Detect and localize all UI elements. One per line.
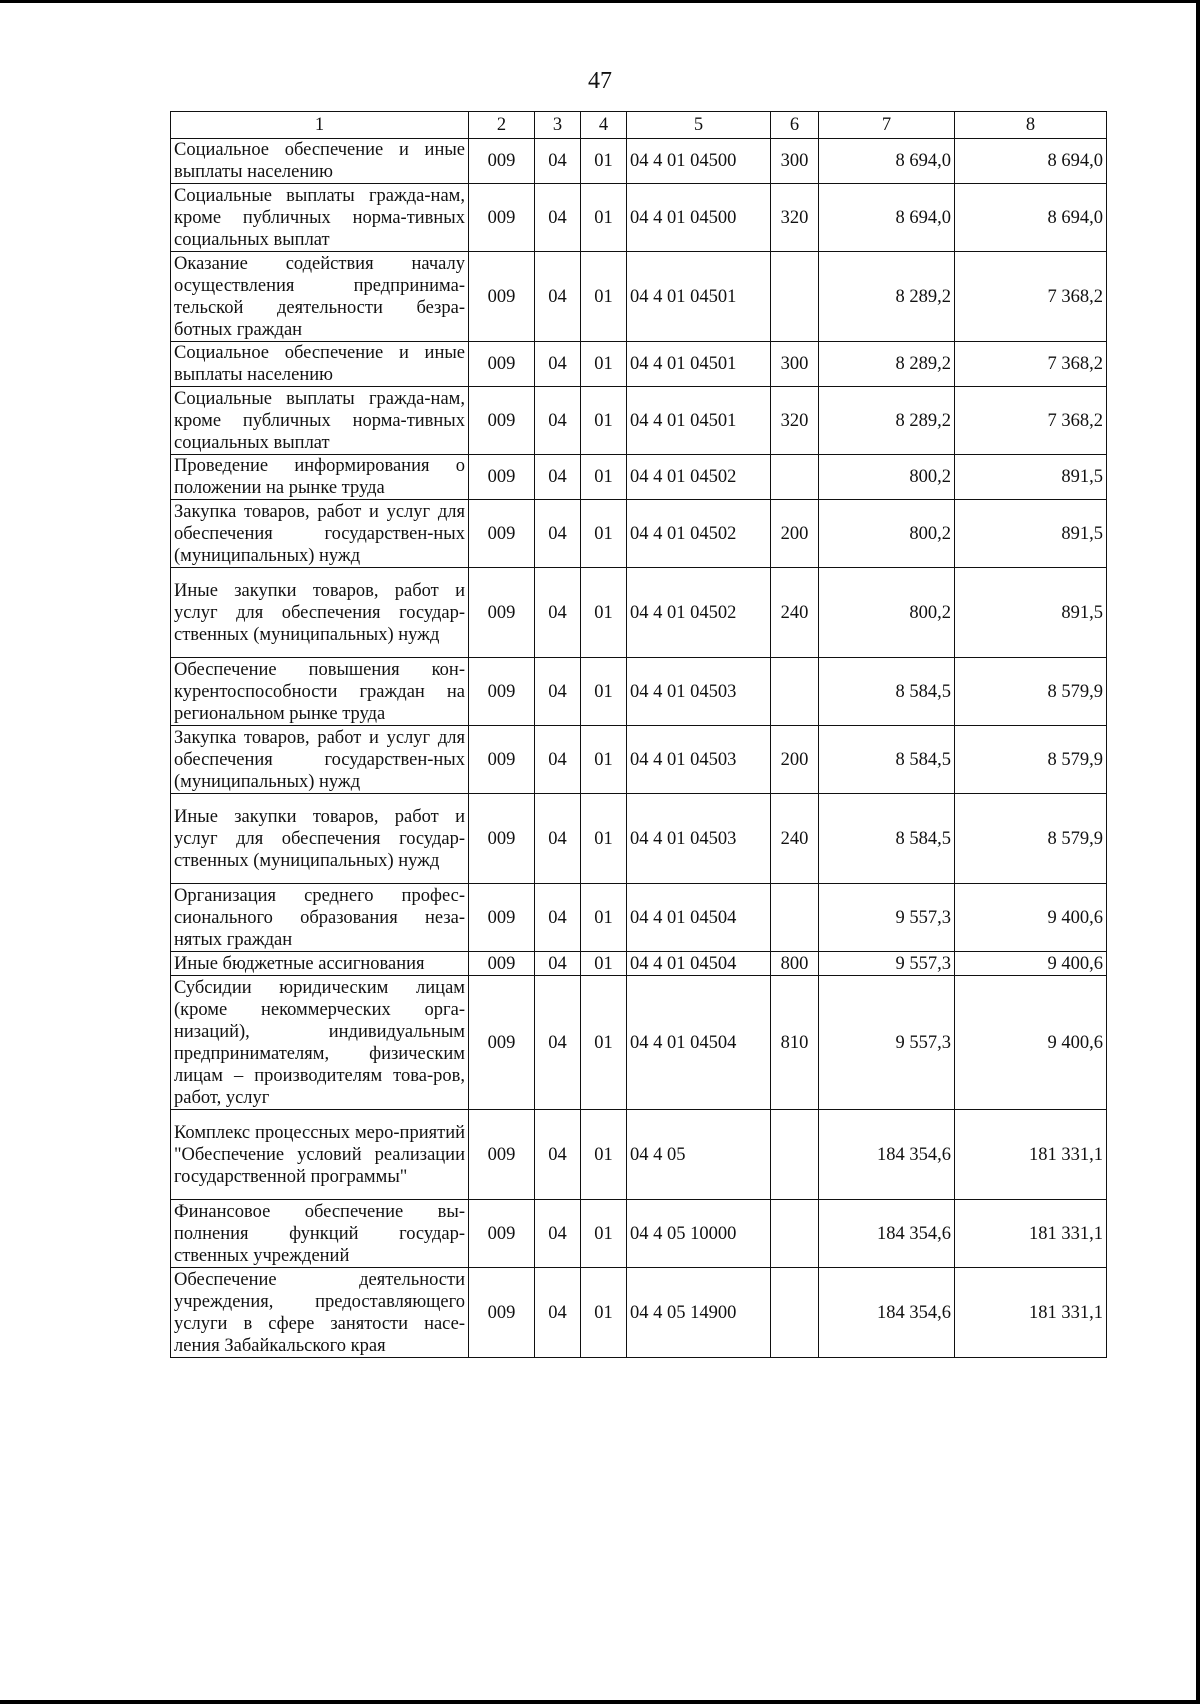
- table-row: [171, 726, 1107, 794]
- table-row: [171, 139, 1107, 184]
- row-col7-amount: 9 557,3: [819, 952, 955, 976]
- row-col2: 009: [469, 252, 535, 342]
- row-name: Организация среднего профес-сионального образования неза-нятых граждан: [171, 884, 469, 952]
- row-col3: 04: [535, 1110, 581, 1200]
- row-col8-amount: 8 579,9: [955, 658, 1107, 726]
- row-col4: 01: [581, 387, 627, 455]
- row-col7-amount: 184 354,6: [819, 1110, 955, 1200]
- row-col7-amount: 800,2: [819, 455, 955, 500]
- page-number: 47: [588, 68, 612, 94]
- row-col3: 04: [535, 184, 581, 252]
- row-col8-amount: 9 400,6: [955, 884, 1107, 952]
- row-col2: 009: [469, 658, 535, 726]
- row-col6: 800: [771, 952, 819, 976]
- row-col4: 01: [581, 1268, 627, 1358]
- row-col7-amount: 8 584,5: [819, 726, 955, 794]
- column-header-5: 5: [627, 112, 771, 139]
- row-col6: 200: [771, 726, 819, 794]
- budget-table: [170, 111, 1107, 1358]
- row-col8-amount: 8 694,0: [955, 184, 1107, 252]
- row-col4: 01: [581, 1200, 627, 1268]
- row-name: Социальное обеспечение и иные выплаты населению: [171, 139, 469, 184]
- row-col2: 009: [469, 726, 535, 794]
- row-col3: 04: [535, 976, 581, 1110]
- row-col5-code: 04 4 01 04501: [627, 387, 771, 455]
- row-col7-amount: 8 584,5: [819, 658, 955, 726]
- row-col2: 009: [469, 184, 535, 252]
- row-col4: 01: [581, 1110, 627, 1200]
- column-header-8: 8: [955, 112, 1107, 139]
- column-header-6: 6: [771, 112, 819, 139]
- row-col5-code: 04 4 01 04500: [627, 139, 771, 184]
- row-name: Финансовое обеспечение вы-полнения функций государ-ственных учреждений: [171, 1200, 469, 1268]
- table-row: [171, 1268, 1107, 1358]
- row-col2: 009: [469, 952, 535, 976]
- scan-edge-bottom: [0, 1700, 1200, 1704]
- row-name: Закупка товаров, работ и услуг для обеспечения государствен-ных (муниципальных) нужд: [171, 726, 469, 794]
- row-col4: 01: [581, 139, 627, 184]
- row-col7-amount: 800,2: [819, 500, 955, 568]
- row-name: Закупка товаров, работ и услуг для обеспечения государствен-ных (муниципальных) нужд: [171, 500, 469, 568]
- row-col8-amount: 891,5: [955, 455, 1107, 500]
- row-col8-amount: 9 400,6: [955, 976, 1107, 1110]
- row-name: Обеспечение повышения кон-курентоспособности граждан на региональном рынке труда: [171, 658, 469, 726]
- table-body: [171, 139, 1107, 1358]
- row-col8-amount: 181 331,1: [955, 1200, 1107, 1268]
- row-col2: 009: [469, 1268, 535, 1358]
- row-col3: 04: [535, 794, 581, 884]
- row-name: Иные закупки товаров, работ и услуг для обеспечения государ-ственных (муниципальных) нужд: [171, 568, 469, 658]
- row-name: Социальное обеспечение и иные выплаты населению: [171, 342, 469, 387]
- row-col5-code: 04 4 01 04503: [627, 726, 771, 794]
- row-col8-amount: 891,5: [955, 568, 1107, 658]
- row-col6: 240: [771, 794, 819, 884]
- row-name: Комплекс процессных меро-приятий "Обеспечение условий реализации государственной программы": [171, 1110, 469, 1200]
- row-col4: 01: [581, 884, 627, 952]
- row-col7-amount: 8 289,2: [819, 342, 955, 387]
- row-col8-amount: 181 331,1: [955, 1268, 1107, 1358]
- row-col6: [771, 1200, 819, 1268]
- row-col5-code: 04 4 05 14900: [627, 1268, 771, 1358]
- row-col2: 009: [469, 1200, 535, 1268]
- row-col2: 009: [469, 500, 535, 568]
- row-name: Иные закупки товаров, работ и услуг для обеспечения государ-ственных (муниципальных) нужд: [171, 794, 469, 884]
- row-name: Проведение информирования о положении на рынке труда: [171, 455, 469, 500]
- row-col3: 04: [535, 139, 581, 184]
- row-col3: 04: [535, 455, 581, 500]
- column-header-2: 2: [469, 112, 535, 139]
- column-header-3: 3: [535, 112, 581, 139]
- row-col4: 01: [581, 976, 627, 1110]
- row-col4: 01: [581, 500, 627, 568]
- row-col2: 009: [469, 976, 535, 1110]
- row-col6: [771, 1110, 819, 1200]
- row-col2: 009: [469, 1110, 535, 1200]
- row-col4: 01: [581, 568, 627, 658]
- table-row: [171, 952, 1107, 976]
- row-name: Социальные выплаты гражда-нам, кроме публичных норма-тивных социальных выплат: [171, 387, 469, 455]
- row-name: Обеспечение деятельности учреждения, предоставляющего услуги в сфере занятости насе-ления Забайкальского края: [171, 1268, 469, 1358]
- row-col5-code: 04 4 01 04501: [627, 252, 771, 342]
- row-col4: 01: [581, 455, 627, 500]
- scan-edge-top: [0, 0, 1200, 3]
- table-row: [171, 794, 1107, 884]
- table-row: [171, 884, 1107, 952]
- row-col3: 04: [535, 658, 581, 726]
- row-col6: 200: [771, 500, 819, 568]
- table-row: [171, 252, 1107, 342]
- row-col6: [771, 455, 819, 500]
- table-row: [171, 1110, 1107, 1200]
- row-col3: 04: [535, 884, 581, 952]
- row-col8-amount: 8 579,9: [955, 794, 1107, 884]
- row-col5-code: 04 4 05 10000: [627, 1200, 771, 1268]
- row-col2: 009: [469, 568, 535, 658]
- row-col3: 04: [535, 1200, 581, 1268]
- row-col8-amount: 891,5: [955, 500, 1107, 568]
- row-col5-code: 04 4 01 04504: [627, 976, 771, 1110]
- row-col2: 009: [469, 884, 535, 952]
- row-col5-code: 04 4 01 04500: [627, 184, 771, 252]
- row-col8-amount: 8 694,0: [955, 139, 1107, 184]
- row-col5-code: 04 4 05: [627, 1110, 771, 1200]
- row-col2: 009: [469, 387, 535, 455]
- row-col7-amount: 8 584,5: [819, 794, 955, 884]
- row-col5-code: 04 4 01 04503: [627, 658, 771, 726]
- row-name: Иные бюджетные ассигнования: [171, 952, 469, 976]
- table-row: [171, 500, 1107, 568]
- row-col4: 01: [581, 184, 627, 252]
- row-col7-amount: 184 354,6: [819, 1268, 955, 1358]
- row-col3: 04: [535, 1268, 581, 1358]
- row-col7-amount: 9 557,3: [819, 976, 955, 1110]
- row-col8-amount: 7 368,2: [955, 342, 1107, 387]
- row-col6: 810: [771, 976, 819, 1110]
- row-col3: 04: [535, 726, 581, 794]
- table-row: [171, 568, 1107, 658]
- row-col7-amount: 8 694,0: [819, 139, 955, 184]
- row-col7-amount: 800,2: [819, 568, 955, 658]
- row-col2: 009: [469, 342, 535, 387]
- row-col6: [771, 884, 819, 952]
- table-header-row: [171, 112, 1107, 139]
- column-header-4: 4: [581, 112, 627, 139]
- row-name: Социальные выплаты гражда-нам, кроме публичных норма-тивных социальных выплат: [171, 184, 469, 252]
- row-col4: 01: [581, 658, 627, 726]
- row-col8-amount: 181 331,1: [955, 1110, 1107, 1200]
- row-col7-amount: 8 289,2: [819, 252, 955, 342]
- scan-edge-right: [1196, 0, 1200, 1704]
- table-row: [171, 1200, 1107, 1268]
- row-col4: 01: [581, 794, 627, 884]
- row-col7-amount: 9 557,3: [819, 884, 955, 952]
- table-row: [171, 342, 1107, 387]
- row-col5-code: 04 4 01 04503: [627, 794, 771, 884]
- row-col6: 300: [771, 139, 819, 184]
- row-col6: [771, 252, 819, 342]
- row-col4: 01: [581, 952, 627, 976]
- row-col4: 01: [581, 252, 627, 342]
- table-row: [171, 184, 1107, 252]
- row-col8-amount: 7 368,2: [955, 387, 1107, 455]
- table-row: [171, 658, 1107, 726]
- row-col5-code: 04 4 01 04501: [627, 342, 771, 387]
- row-col3: 04: [535, 342, 581, 387]
- row-col6: 300: [771, 342, 819, 387]
- table-row: [171, 976, 1107, 1110]
- row-col5-code: 04 4 01 04504: [627, 884, 771, 952]
- row-col6: [771, 1268, 819, 1358]
- row-col8-amount: 7 368,2: [955, 252, 1107, 342]
- row-name: Субсидии юридическим лицам (кроме некоммерческих орга-низаций), индивидуальным предпринимателям, физическим лицам – производителям това-ров, работ, услуг: [171, 976, 469, 1110]
- column-header-7: 7: [819, 112, 955, 139]
- row-col6: [771, 658, 819, 726]
- row-col2: 009: [469, 794, 535, 884]
- row-col5-code: 04 4 01 04502: [627, 455, 771, 500]
- row-col4: 01: [581, 342, 627, 387]
- column-header-1: 1: [171, 112, 469, 139]
- row-col3: 04: [535, 500, 581, 568]
- row-col3: 04: [535, 387, 581, 455]
- row-col2: 009: [469, 455, 535, 500]
- row-col6: 320: [771, 184, 819, 252]
- row-col8-amount: 8 579,9: [955, 726, 1107, 794]
- row-name: Оказание содействия началу осуществления предпринима-тельской деятельности безра-ботных граждан: [171, 252, 469, 342]
- row-col3: 04: [535, 252, 581, 342]
- row-col5-code: 04 4 01 04502: [627, 500, 771, 568]
- row-col4: 01: [581, 726, 627, 794]
- row-col5-code: 04 4 01 04504: [627, 952, 771, 976]
- table-row: [171, 455, 1107, 500]
- row-col7-amount: 8 694,0: [819, 184, 955, 252]
- row-col7-amount: 8 289,2: [819, 387, 955, 455]
- row-col5-code: 04 4 01 04502: [627, 568, 771, 658]
- row-col2: 009: [469, 139, 535, 184]
- row-col8-amount: 9 400,6: [955, 952, 1107, 976]
- row-col6: 320: [771, 387, 819, 455]
- table-row: [171, 387, 1107, 455]
- row-col6: 240: [771, 568, 819, 658]
- row-col7-amount: 184 354,6: [819, 1200, 955, 1268]
- row-col3: 04: [535, 952, 581, 976]
- row-col3: 04: [535, 568, 581, 658]
